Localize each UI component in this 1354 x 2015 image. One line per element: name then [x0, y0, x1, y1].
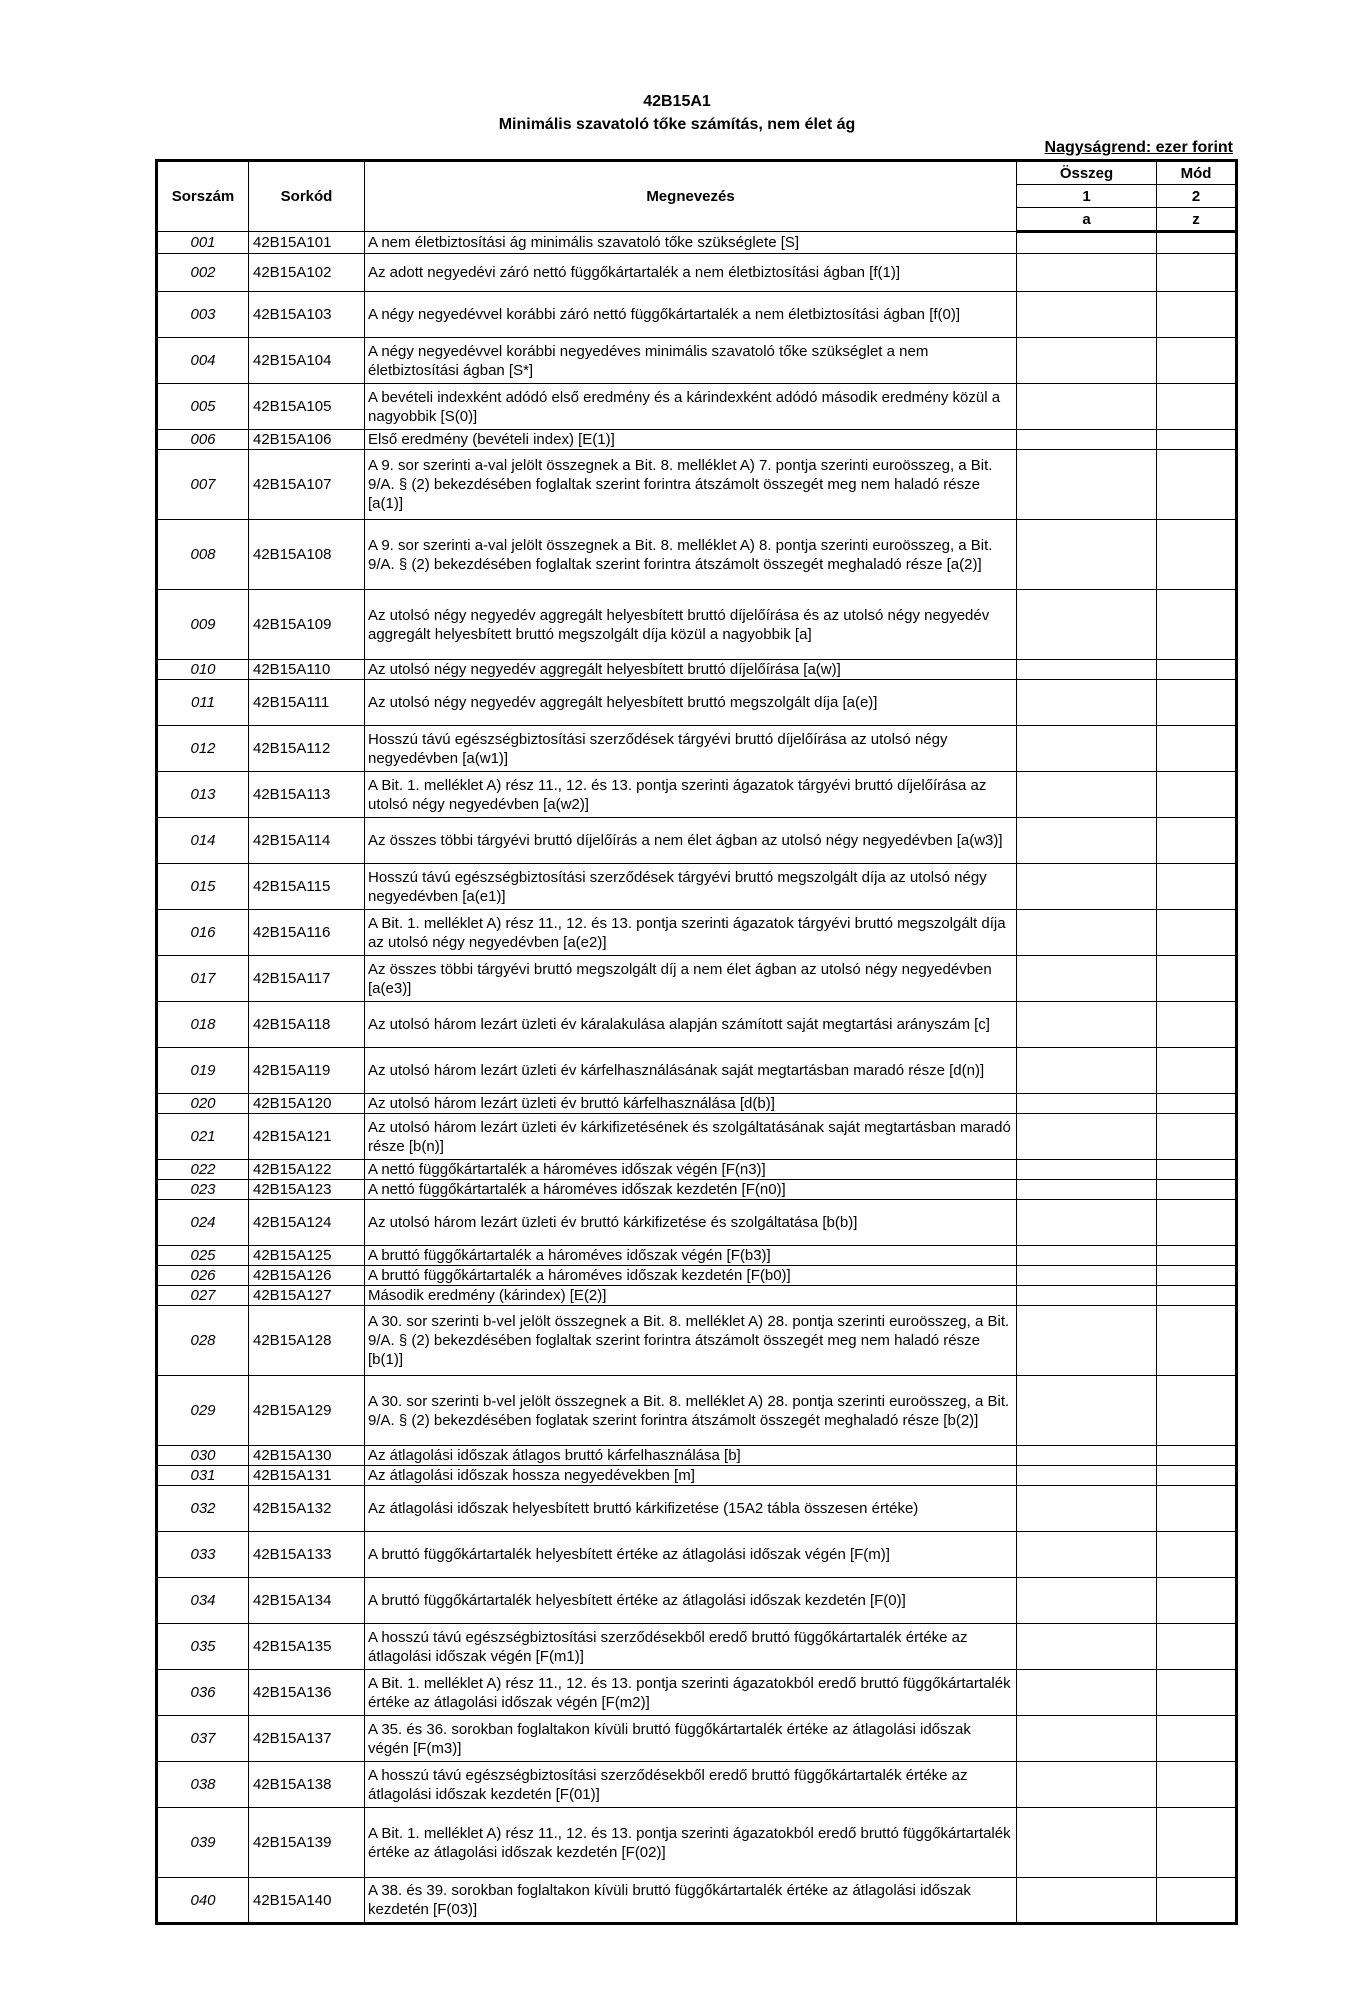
osszeg-cell[interactable] [1017, 450, 1157, 520]
row-name: A 35. és 36. sorokban foglaltakon kívüli bruttó függőkártartalék értéke az átlagolási időszak végén [F(m3)] [365, 1716, 1017, 1762]
table-row [157, 1286, 1237, 1306]
row-number: 009 [157, 590, 249, 660]
row-name: A 38. és 39. sorokban foglaltakon kívüli bruttó függőkártartalék értéke az átlagolási időszak kezdetén [F(03)] [365, 1878, 1017, 1924]
data-table [155, 159, 1238, 1925]
row-code: 42B15A115 [249, 864, 365, 910]
row-number: 019 [157, 1048, 249, 1094]
osszeg-cell[interactable] [1017, 1266, 1157, 1286]
row-code: 42B15A125 [249, 1246, 365, 1266]
row-name: A hosszú távú egészségbiztosítási szerződésekből eredő bruttó függőkártartalék értéke az átlagolási időszak kezdetén [F(01)] [365, 1762, 1017, 1808]
osszeg-cell[interactable] [1017, 1466, 1157, 1486]
row-number: 036 [157, 1670, 249, 1716]
row-name: Az átlagolási időszak átlagos bruttó kárfelhasználása [b] [365, 1446, 1017, 1466]
row-name: Az utolsó négy negyedév aggregált helyesbített bruttó díjelőírása és az utolsó négy negyedév aggregált helyesbített bruttó megszolgált díja közül a nagyobbik [a] [365, 590, 1017, 660]
mod-cell[interactable] [1157, 1624, 1237, 1670]
table-row [157, 910, 1237, 956]
table-row [157, 1716, 1237, 1762]
row-number: 002 [157, 254, 249, 292]
osszeg-cell[interactable] [1017, 520, 1157, 590]
mod-cell[interactable] [1157, 1878, 1237, 1924]
row-name: A hosszú távú egészségbiztosítási szerződésekből eredő bruttó függőkártartalék értéke az átlagolási időszak végén [F(m1)] [365, 1624, 1017, 1670]
osszeg-cell[interactable] [1017, 1246, 1157, 1266]
row-code: 42B15A116 [249, 910, 365, 956]
osszeg-cell[interactable] [1017, 1286, 1157, 1306]
table-row [157, 292, 1237, 338]
osszeg-cell[interactable] [1017, 254, 1157, 292]
row-name: Hosszú távú egészségbiztosítási szerződések tárgyévi bruttó díjelőírása az utolsó négy negyedévben [a(w1)] [365, 726, 1017, 772]
row-code: 42B15A114 [249, 818, 365, 864]
unit-label: Nagyságrend: ezer forint [1044, 139, 1233, 156]
mod-cell[interactable] [1157, 1446, 1237, 1466]
mod-cell[interactable] [1157, 1486, 1237, 1532]
table-row [157, 1200, 1237, 1246]
osszeg-cell[interactable] [1017, 384, 1157, 430]
osszeg-cell[interactable] [1017, 680, 1157, 726]
table-row [157, 1306, 1237, 1376]
row-number: 023 [157, 1180, 249, 1200]
row-code: 42B15A103 [249, 292, 365, 338]
row-code: 42B15A111 [249, 680, 365, 726]
row-number: 021 [157, 1114, 249, 1160]
row-code: 42B15A112 [249, 726, 365, 772]
osszeg-cell[interactable] [1017, 1114, 1157, 1160]
mod-cell[interactable] [1157, 338, 1237, 384]
row-number: 013 [157, 772, 249, 818]
row-code: 42B15A133 [249, 1532, 365, 1578]
row-name: A bruttó függőkártartalék a hároméves időszak kezdetén [F(b0)] [365, 1266, 1017, 1286]
mod-cell[interactable] [1157, 1094, 1237, 1114]
table-row [157, 1002, 1237, 1048]
row-name: A bruttó függőkártartalék helyesbített értéke az átlagolási időszak végén [F(m)] [365, 1532, 1017, 1578]
table-row [157, 430, 1237, 450]
header-megnevezes: Megnevezés [365, 161, 1017, 232]
header-mod-num: 2 [1157, 185, 1237, 208]
row-number: 037 [157, 1716, 249, 1762]
table-row [157, 254, 1237, 292]
row-name: A nem életbiztosítási ág minimális szavatoló tőke szükséglete [S] [365, 232, 1017, 254]
osszeg-cell[interactable] [1017, 1160, 1157, 1180]
osszeg-cell[interactable] [1017, 430, 1157, 450]
row-name: Az utolsó három lezárt üzleti év kárkifizetésének és szolgáltatásának saját megtartásban maradó része [b(n)] [365, 1114, 1017, 1160]
row-name: A négy negyedévvel korábbi negyedéves minimális szavatoló tőke szükséglet a nem életbiztosítási ágban [S*] [365, 338, 1017, 384]
mod-cell[interactable] [1157, 1180, 1237, 1200]
row-code: 42B15A123 [249, 1180, 365, 1200]
osszeg-cell[interactable] [1017, 1180, 1157, 1200]
table-row [157, 1670, 1237, 1716]
row-number: 029 [157, 1376, 249, 1446]
table-row [157, 1160, 1237, 1180]
header-osszeg-num: 1 [1017, 185, 1157, 208]
row-name: A 30. sor szerinti b-vel jelölt összegnek a Bit. 8. melléklet A) 28. pontja szerinti euroösszeg, a Bit. 9/A. § (2) bekezdésében foglaltak szerint forintra átszámolt összegét meg nem haladó része [b(1)] [365, 1306, 1017, 1376]
row-code: 42B15A107 [249, 450, 365, 520]
form-code: 42B15A1 [643, 93, 711, 110]
row-name: Az utolsó négy negyedév aggregált helyesbített bruttó díjelőírása [a(w)] [365, 660, 1017, 680]
mod-cell[interactable] [1157, 1246, 1237, 1266]
row-name: A Bit. 1. melléklet A) rész 11., 12. és 13. pontja szerinti ágazatok tárgyévi bruttó díjelőírása az utolsó négy negyedévben [a(w2)] [365, 772, 1017, 818]
mod-cell[interactable] [1157, 1286, 1237, 1306]
osszeg-cell[interactable] [1017, 818, 1157, 864]
mod-cell[interactable] [1157, 864, 1237, 910]
row-name: A nettó függőkártartalék a hároméves időszak kezdetén [F(n0)] [365, 1180, 1017, 1200]
osszeg-cell[interactable] [1017, 1624, 1157, 1670]
osszeg-cell[interactable] [1017, 910, 1157, 956]
row-name: Első eredmény (bevételi index) [E(1)] [365, 430, 1017, 450]
header-sorkod: Sorkód [249, 161, 365, 232]
row-name: A bruttó függőkártartalék helyesbített értéke az átlagolási időszak kezdetén [F(0)] [365, 1578, 1017, 1624]
row-number: 039 [157, 1808, 249, 1878]
mod-cell[interactable] [1157, 680, 1237, 726]
osszeg-cell[interactable] [1017, 232, 1157, 254]
row-code: 42B15A139 [249, 1808, 365, 1878]
table-row [157, 384, 1237, 430]
table-row [157, 450, 1237, 520]
osszeg-cell[interactable] [1017, 590, 1157, 660]
row-code: 42B15A136 [249, 1670, 365, 1716]
form-title: Minimális szavatoló tőke számítás, nem élet ág [498, 116, 856, 133]
row-number: 015 [157, 864, 249, 910]
row-name: Az átlagolási időszak helyesbített bruttó kárkifizetése (15A2 tábla összesen értéke) [365, 1486, 1017, 1532]
row-number: 011 [157, 680, 249, 726]
mod-cell[interactable] [1157, 910, 1237, 956]
row-number: 040 [157, 1878, 249, 1924]
table-row [157, 1048, 1237, 1094]
table-row [157, 864, 1237, 910]
row-number: 001 [157, 232, 249, 254]
table-row [157, 726, 1237, 772]
osszeg-cell[interactable] [1017, 292, 1157, 338]
row-name: Az átlagolási időszak hossza negyedévekben [m] [365, 1466, 1017, 1486]
row-name: Az adott negyedévi záró nettó függőkártartalék a nem életbiztosítási ágban [f(1)] [365, 254, 1017, 292]
mod-cell[interactable] [1157, 1466, 1237, 1486]
table-header [157, 161, 1237, 232]
table-row [157, 1446, 1237, 1466]
row-number: 016 [157, 910, 249, 956]
header-mod-type: z [1157, 208, 1237, 232]
header-osszeg: Összeg [1017, 161, 1157, 185]
row-number: 012 [157, 726, 249, 772]
table-row [157, 1094, 1237, 1114]
row-name: Az utolsó három lezárt üzleti év bruttó kárfelhasználása [d(b)] [365, 1094, 1017, 1114]
table-row [157, 772, 1237, 818]
row-code: 42B15A106 [249, 430, 365, 450]
row-number: 025 [157, 1246, 249, 1266]
mod-cell[interactable] [1157, 818, 1237, 864]
osszeg-cell[interactable] [1017, 338, 1157, 384]
osszeg-cell[interactable] [1017, 1808, 1157, 1878]
row-name: A Bit. 1. melléklet A) rész 11., 12. és 13. pontja szerinti ágazatokból eredő bruttó függőkártartalék értéke az átlagolási időszak kezdetén [F(02)] [365, 1808, 1017, 1878]
row-code: 42B15A122 [249, 1160, 365, 1180]
mod-cell[interactable] [1157, 1670, 1237, 1716]
mod-cell[interactable] [1157, 1114, 1237, 1160]
table-row [157, 1578, 1237, 1624]
row-code: 42B15A129 [249, 1376, 365, 1446]
row-name: A 9. sor szerinti a-val jelölt összegnek a Bit. 8. melléklet A) 7. pontja szerinti euroösszeg, a Bit. 9/A. § (2) bekezdésében foglaltak szerint forintra átszámolt összegét meg nem haladó része [a(1)] [365, 450, 1017, 520]
row-number: 035 [157, 1624, 249, 1670]
osszeg-cell[interactable] [1017, 1578, 1157, 1624]
mod-cell[interactable] [1157, 590, 1237, 660]
row-name: A nettó függőkártartalék a hároméves időszak végén [F(n3)] [365, 1160, 1017, 1180]
osszeg-cell[interactable] [1017, 956, 1157, 1002]
row-number: 020 [157, 1094, 249, 1114]
mod-cell[interactable] [1157, 1376, 1237, 1446]
row-code: 42B15A135 [249, 1624, 365, 1670]
header-mod: Mód [1157, 161, 1237, 185]
mod-cell[interactable] [1157, 1762, 1237, 1808]
osszeg-cell[interactable] [1017, 1446, 1157, 1466]
osszeg-cell[interactable] [1017, 1048, 1157, 1094]
mod-cell[interactable] [1157, 384, 1237, 430]
mod-cell[interactable] [1157, 1160, 1237, 1180]
row-code: 42B15A108 [249, 520, 365, 590]
row-name: A bruttó függőkártartalék a hároméves időszak végén [F(b3)] [365, 1246, 1017, 1266]
mod-cell[interactable] [1157, 1306, 1237, 1376]
row-code: 42B15A120 [249, 1094, 365, 1114]
row-name: A Bit. 1. melléklet A) rész 11., 12. és 13. pontja szerinti ágazatok tárgyévi bruttó megszolgált díja az utolsó négy negyedévben [a(e2)] [365, 910, 1017, 956]
row-name: A Bit. 1. melléklet A) rész 11., 12. és 13. pontja szerinti ágazatokból eredő bruttó függőkártartalék értéke az átlagolási időszak végén [F(m2)] [365, 1670, 1017, 1716]
row-number: 003 [157, 292, 249, 338]
osszeg-cell[interactable] [1017, 772, 1157, 818]
osszeg-cell[interactable] [1017, 1200, 1157, 1246]
row-number: 007 [157, 450, 249, 520]
row-code: 42B15A102 [249, 254, 365, 292]
row-code: 42B15A110 [249, 660, 365, 680]
row-name: A négy negyedévvel korábbi záró nettó függőkártartalék a nem életbiztosítási ágban [f(0)] [365, 292, 1017, 338]
table-row [157, 232, 1237, 254]
row-name: Az utolsó négy negyedév aggregált helyesbített bruttó megszolgált díja [a(e)] [365, 680, 1017, 726]
table-row [157, 590, 1237, 660]
osszeg-cell[interactable] [1017, 1002, 1157, 1048]
row-code: 42B15A121 [249, 1114, 365, 1160]
osszeg-cell[interactable] [1017, 1762, 1157, 1808]
mod-cell[interactable] [1157, 292, 1237, 338]
header-sorszam: Sorszám [157, 161, 249, 232]
row-code: 42B15A118 [249, 1002, 365, 1048]
row-number: 022 [157, 1160, 249, 1180]
row-name: Az összes többi tárgyévi bruttó megszolgált díj a nem élet ágban az utolsó négy negyedévben [a(e3)] [365, 956, 1017, 1002]
row-code: 42B15A130 [249, 1446, 365, 1466]
osszeg-cell[interactable] [1017, 1376, 1157, 1446]
table-row [157, 818, 1237, 864]
row-name: A bevételi indexként adódó első eredmény és a kárindexként adódó második eredmény közül a nagyobbik [S(0)] [365, 384, 1017, 430]
table-row [157, 1624, 1237, 1670]
mod-cell[interactable] [1157, 450, 1237, 520]
table-row [157, 1246, 1237, 1266]
row-number: 028 [157, 1306, 249, 1376]
row-number: 018 [157, 1002, 249, 1048]
table-row [157, 1486, 1237, 1532]
row-number: 005 [157, 384, 249, 430]
row-code: 42B15A117 [249, 956, 365, 1002]
osszeg-cell[interactable] [1017, 1532, 1157, 1578]
row-number: 006 [157, 430, 249, 450]
mod-cell[interactable] [1157, 1002, 1237, 1048]
row-code: 42B15A137 [249, 1716, 365, 1762]
osszeg-cell[interactable] [1017, 1306, 1157, 1376]
row-code: 42B15A126 [249, 1266, 365, 1286]
row-name: Hosszú távú egészségbiztosítási szerződések tárgyévi bruttó megszolgált díja az utolsó négy negyedévben [a(e1)] [365, 864, 1017, 910]
row-name: Az utolsó három lezárt üzleti év bruttó kárkifizetése és szolgáltatása [b(b)] [365, 1200, 1017, 1246]
mod-cell[interactable] [1157, 232, 1237, 254]
osszeg-cell[interactable] [1017, 864, 1157, 910]
row-number: 027 [157, 1286, 249, 1306]
row-number: 010 [157, 660, 249, 680]
osszeg-cell[interactable] [1017, 1878, 1157, 1924]
row-name: Az összes többi tárgyévi bruttó díjelőírás a nem élet ágban az utolsó négy negyedévben [a(w3)] [365, 818, 1017, 864]
row-code: 42B15A105 [249, 384, 365, 430]
row-number: 008 [157, 520, 249, 590]
header-osszeg-type: a [1017, 208, 1157, 232]
mod-cell[interactable] [1157, 1266, 1237, 1286]
table-row [157, 1762, 1237, 1808]
row-number: 014 [157, 818, 249, 864]
row-name: A 9. sor szerinti a-val jelölt összegnek a Bit. 8. melléklet A) 8. pontja szerinti euroösszeg, a Bit. 9/A. § (2) bekezdésében foglaltak szerint forintra átszámolt összegét meghaladó része [a(2)] [365, 520, 1017, 590]
mod-cell[interactable] [1157, 1808, 1237, 1878]
row-code: 42B15A119 [249, 1048, 365, 1094]
table-row [157, 680, 1237, 726]
table-row [157, 1180, 1237, 1200]
row-number: 033 [157, 1532, 249, 1578]
table-row [157, 1466, 1237, 1486]
osszeg-cell[interactable] [1017, 1486, 1157, 1532]
table-row [157, 1266, 1237, 1286]
table-row [157, 1376, 1237, 1446]
row-name: Második eredmény (kárindex) [E(2)] [365, 1286, 1017, 1306]
row-code: 42B15A128 [249, 1306, 365, 1376]
row-code: 42B15A127 [249, 1286, 365, 1306]
osszeg-cell[interactable] [1017, 660, 1157, 680]
mod-cell[interactable] [1157, 660, 1237, 680]
row-name: A 30. sor szerinti b-vel jelölt összegnek a Bit. 8. melléklet A) 28. pontja szerinti euroösszeg, a Bit. 9/A. § (2) bekezdésében foglatak szerint forintra átszámolt összegét meghaladó része [b(2)] [365, 1376, 1017, 1446]
table-row [157, 338, 1237, 384]
row-code: 42B15A109 [249, 590, 365, 660]
table-row [157, 520, 1237, 590]
mod-cell[interactable] [1157, 772, 1237, 818]
table-body [157, 232, 1237, 1924]
mod-cell[interactable] [1157, 520, 1237, 590]
row-code: 42B15A113 [249, 772, 365, 818]
row-name: Az utolsó három lezárt üzleti év káralakulása alapján számított saját megtartási arányszám [c] [365, 1002, 1017, 1048]
mod-cell[interactable] [1157, 430, 1237, 450]
table-row [157, 660, 1237, 680]
osszeg-cell[interactable] [1017, 1670, 1157, 1716]
table-row [157, 1532, 1237, 1578]
mod-cell[interactable] [1157, 726, 1237, 772]
mod-cell[interactable] [1157, 956, 1237, 1002]
row-name: Az utolsó három lezárt üzleti év kárfelhasználásának saját megtartásban maradó része [d(n)] [365, 1048, 1017, 1094]
table-row [157, 1878, 1237, 1924]
mod-cell[interactable] [1157, 1200, 1237, 1246]
row-code: 42B15A140 [249, 1878, 365, 1924]
row-number: 038 [157, 1762, 249, 1808]
mod-cell[interactable] [1157, 1048, 1237, 1094]
osszeg-cell[interactable] [1017, 1094, 1157, 1114]
table-row [157, 956, 1237, 1002]
table-row [157, 1808, 1237, 1878]
row-code: 42B15A134 [249, 1578, 365, 1624]
osszeg-cell[interactable] [1017, 1716, 1157, 1762]
row-number: 024 [157, 1200, 249, 1246]
row-number: 017 [157, 956, 249, 1002]
row-code: 42B15A138 [249, 1762, 365, 1808]
row-code: 42B15A104 [249, 338, 365, 384]
mod-cell[interactable] [1157, 254, 1237, 292]
row-code: 42B15A132 [249, 1486, 365, 1532]
row-code: 42B15A124 [249, 1200, 365, 1246]
row-number: 031 [157, 1466, 249, 1486]
mod-cell[interactable] [1157, 1532, 1237, 1578]
row-number: 026 [157, 1266, 249, 1286]
table-row [157, 1114, 1237, 1160]
row-number: 034 [157, 1578, 249, 1624]
osszeg-cell[interactable] [1017, 726, 1157, 772]
row-number: 004 [157, 338, 249, 384]
row-number: 030 [157, 1446, 249, 1466]
mod-cell[interactable] [1157, 1578, 1237, 1624]
row-code: 42B15A131 [249, 1466, 365, 1486]
row-number: 032 [157, 1486, 249, 1532]
row-code: 42B15A101 [249, 232, 365, 254]
mod-cell[interactable] [1157, 1716, 1237, 1762]
